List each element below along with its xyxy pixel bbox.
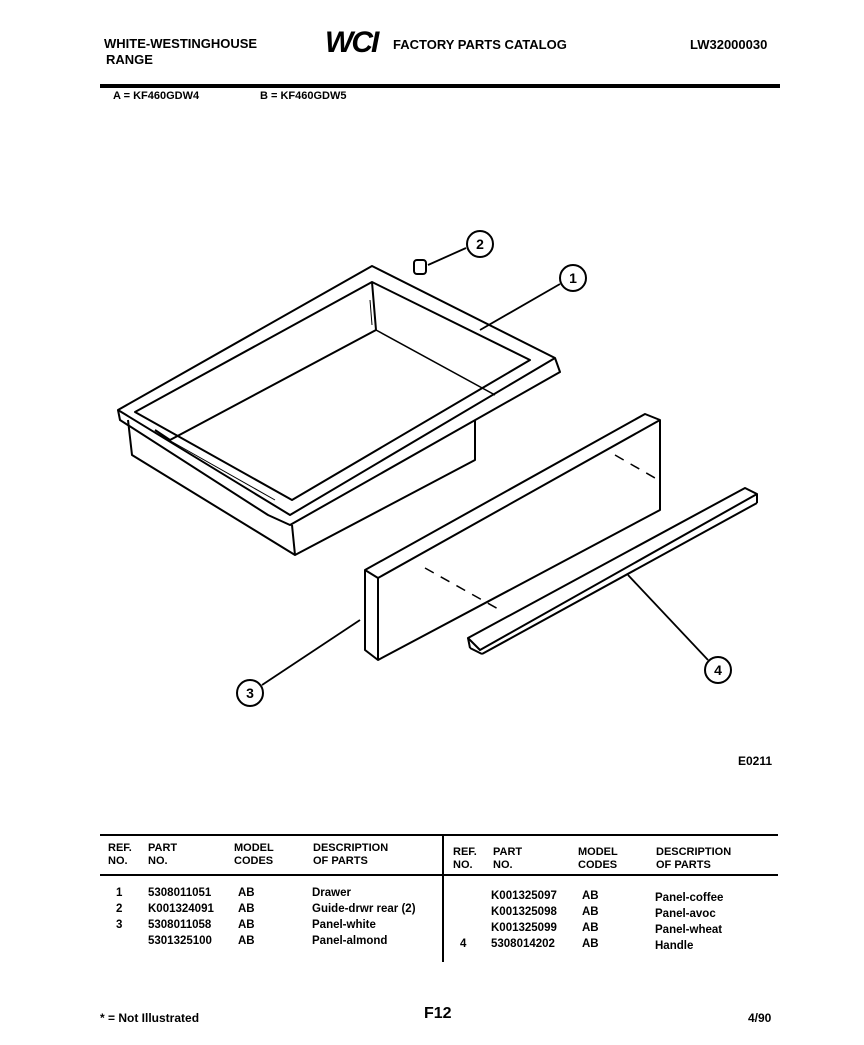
table-cell: 5308011058 (148, 919, 212, 931)
table-cell: AB (238, 887, 255, 899)
left-model-column (238, 885, 255, 949)
table-cell: 2 (116, 903, 123, 915)
table-cell: 4 (460, 938, 467, 950)
table-cell: K001324091 (148, 903, 214, 915)
left-ref-column (116, 885, 122, 949)
header-desc-left: DESCRIPTION OF PARTS (313, 842, 389, 867)
table-cell: Panel-white (312, 919, 376, 931)
figure-code: E0211 (738, 754, 773, 768)
table-cell: 5308011051 (148, 887, 212, 899)
clip-part (414, 260, 426, 274)
header-ref-left: REF. NO. (108, 842, 132, 867)
header-desc-right: DESCRIPTION OF PARTS (656, 846, 732, 871)
table-cell: 5301325100 (148, 935, 212, 947)
table-cell: AB (238, 935, 255, 947)
table-cell: 3 (116, 919, 123, 931)
table-cell: Panel-avoc (655, 908, 716, 920)
header-model-left: MODEL CODES (234, 842, 274, 867)
table-top-rule (100, 834, 778, 836)
table-cell: Panel-almond (312, 935, 388, 947)
right-ref-column (460, 888, 466, 952)
brand-name: WHITE-WESTINGHOUSE (104, 36, 258, 51)
callout-3: 3 (246, 685, 254, 701)
table-cell (460, 888, 466, 904)
callout-2: 2 (476, 236, 484, 252)
table-divider (442, 834, 444, 962)
right-desc-column (655, 890, 723, 954)
table-cell: AB (582, 938, 599, 950)
callout-1: 1 (569, 270, 577, 286)
not-illustrated-note: * = Not Illustrated (100, 1011, 200, 1025)
table-cell: 5308014202 (491, 938, 555, 950)
table-cell: Handle (655, 940, 694, 952)
catalog-title: FACTORY PARTS CATALOG (393, 37, 567, 52)
wci-logo: WCI (325, 26, 378, 59)
table-header-rule (100, 874, 778, 876)
table-cell: AB (582, 906, 599, 918)
table-cell: K001325099 (491, 922, 557, 934)
table-cell: 1 (116, 887, 123, 899)
table-cell: AB (238, 919, 255, 931)
table-cell (116, 933, 122, 949)
table-cell (460, 920, 466, 936)
left-desc-column (312, 885, 416, 949)
header-part-left: PART NO. (148, 842, 178, 867)
table-cell: AB (582, 890, 599, 902)
catalog-number: LW32000030 (690, 37, 768, 52)
table-cell: Drawer (312, 887, 351, 899)
table-cell (460, 904, 466, 920)
revision-date: 4/90 (748, 1011, 772, 1025)
table-cell: Panel-coffee (655, 892, 724, 904)
header-ref-right: REF. NO. (453, 846, 477, 871)
table-cell: Guide-drwr rear (2) (312, 903, 416, 915)
table-cell: Panel-wheat (655, 924, 723, 936)
right-part-column (491, 888, 557, 952)
page-number: F12 (424, 1005, 452, 1022)
model-b: B = KF460GDW5 (260, 90, 347, 102)
table-cell: K001325097 (491, 890, 557, 902)
model-a: A = KF460GDW4 (113, 90, 200, 102)
callout-4: 4 (714, 662, 722, 678)
product-type: RANGE (106, 52, 153, 67)
header-model-right: MODEL CODES (578, 846, 618, 871)
header-part-right: PART NO. (493, 846, 523, 871)
left-part-column (148, 885, 214, 949)
right-model-column (582, 888, 599, 952)
table-cell: AB (582, 922, 599, 934)
table-cell: K001325098 (491, 906, 557, 918)
table-cell: AB (238, 903, 255, 915)
